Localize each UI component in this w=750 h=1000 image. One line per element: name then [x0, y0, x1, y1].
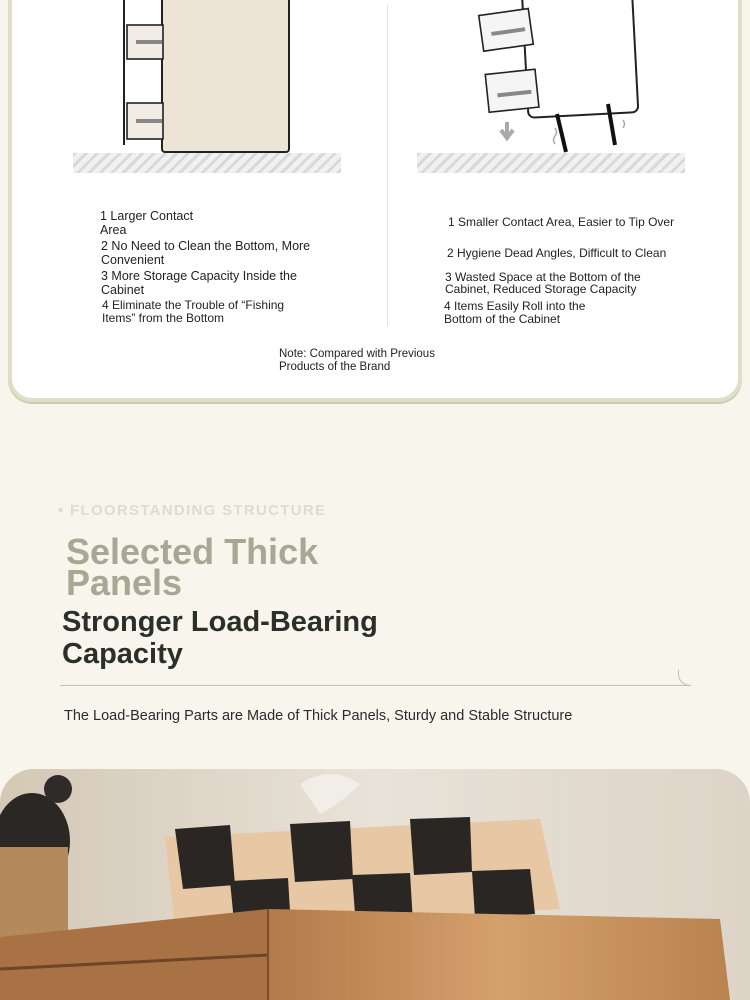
legged-cabinet-illustration: [465, 0, 655, 155]
right-feature-2: 2 Hygiene Dead Angles, Difficult to Clean: [447, 246, 667, 260]
floorstanding-cabinet-illustration: [110, 0, 310, 155]
left-feature-2: 2 No Need to Clean the Bottom, More Convenient: [101, 239, 311, 267]
floor-hatch-right: [417, 153, 685, 173]
left-feature-1: 1 Larger Contact Area: [100, 209, 194, 237]
product-photo: [0, 769, 750, 1000]
section-eyebrow: • FLOORSTANDING STRUCTURE: [58, 502, 327, 519]
comparison-note: Note: Compared with Previous Products of the Brand: [279, 348, 435, 373]
right-feature-4: 4 Items Easily Roll into the Bottom of the Cabinet: [444, 299, 586, 326]
right-feature-1: 1 Smaller Contact Area, Easier to Tip Over: [448, 215, 675, 229]
section-subline: The Load-Bearing Parts are Made of Thick Panels, Sturdy and Stable Structure: [64, 708, 573, 724]
headline-light: Selected Thick Panels: [66, 531, 319, 603]
right-feature-3: 3 Wasted Space at the Bottom of the Cabinet, Reduced Storage Capacity: [445, 270, 641, 296]
column-divider: [387, 4, 388, 326]
left-feature-4: 4 Eliminate the Trouble of “Fishing Items” from the Bottom: [102, 298, 285, 325]
left-feature-3: 3 More Storage Capacity Inside the Cabinet: [101, 269, 297, 297]
section-rule: [60, 685, 690, 686]
headline-dark: Stronger Load-Bearing Capacity: [62, 606, 378, 670]
floor-hatch-left: [73, 153, 341, 173]
rule-hook: [678, 670, 691, 686]
